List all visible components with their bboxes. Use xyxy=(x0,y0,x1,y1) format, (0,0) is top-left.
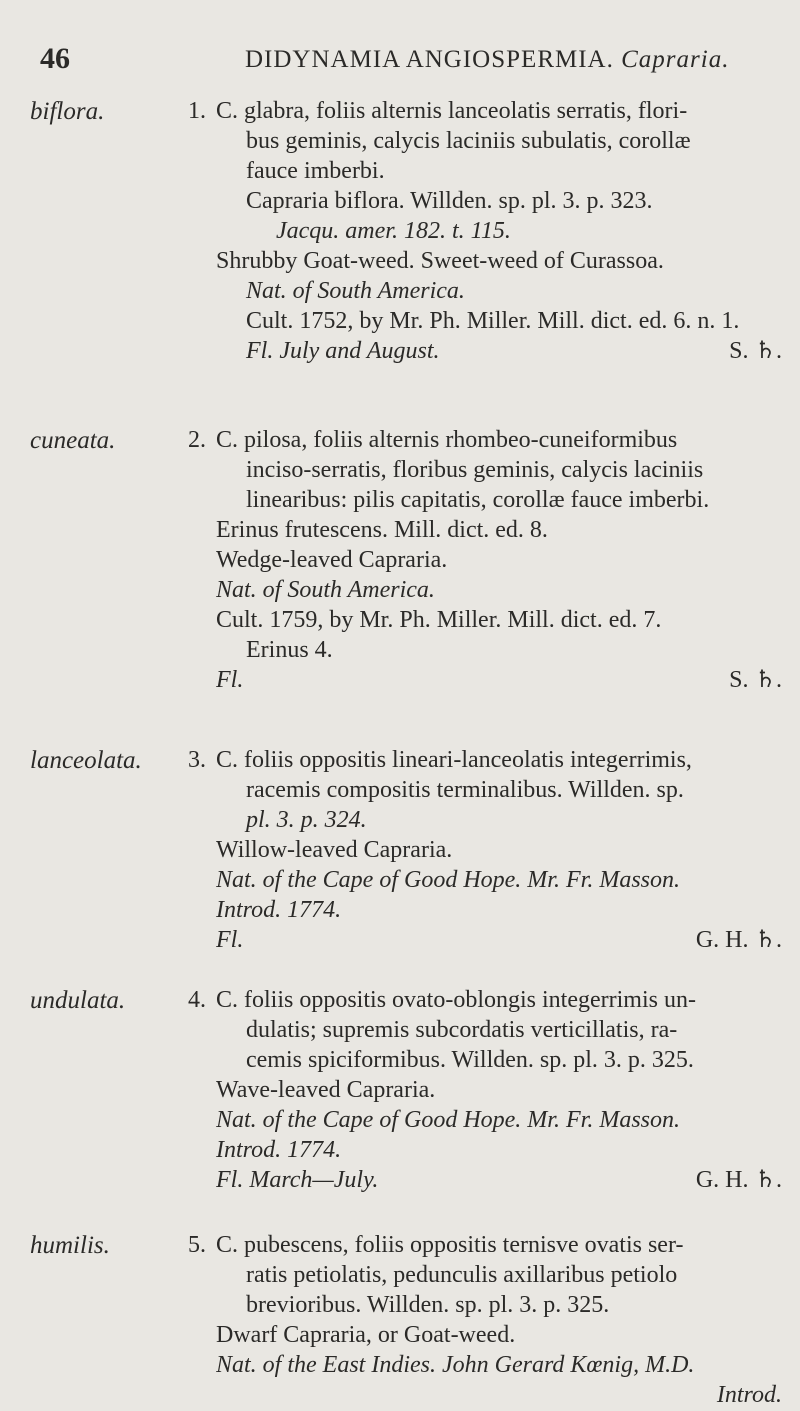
common-name: Wave-leaved Capraria. xyxy=(216,1077,436,1103)
species-epithet: undulata. xyxy=(30,987,126,1014)
entry-number: 3. xyxy=(188,747,206,773)
description-line: racemis compositis terminalibus. Willden. sp. xyxy=(246,777,684,803)
cultivation: Cult. 1759, by Mr. Ph. Miller. Mill. dict. ed. 7. xyxy=(216,607,662,633)
cultivation: Cult. 1752, by Mr. Ph. Miller. Mill. dict. ed. 6. n. 1. xyxy=(246,308,740,334)
page-number: 46 xyxy=(40,42,70,75)
description-line: C. pilosa, foliis alternis rhombeo-cuneiformibus xyxy=(216,427,678,453)
species-epithet: biflora. xyxy=(30,98,105,125)
habit-symbol: S. ♄. xyxy=(729,667,782,693)
introduced: Introd. 1774. xyxy=(216,1137,342,1163)
description-line: cemis spiciformibus. Willden. sp. pl. 3. p. 325. xyxy=(246,1047,694,1073)
description-line: ratis petiolatis, pedunculis axillaribus petiolo xyxy=(246,1262,678,1288)
habit-symbol: G. H. ♄. xyxy=(695,927,782,953)
entry-body xyxy=(188,425,782,695)
synonym-line: Erinus frutescens. Mill. dict. ed. 8. xyxy=(216,517,548,543)
description-line: C. foliis oppositis ovato-oblongis integerrimis un- xyxy=(216,987,696,1013)
cultivation-extra: Erinus 4. xyxy=(246,637,333,663)
description-line: fauce imberbi. xyxy=(246,158,385,184)
species-epithet: lanceolata. xyxy=(30,747,142,774)
flowering-time: Fl. March—July. xyxy=(216,1167,379,1193)
description-line: C. pubescens, foliis oppositis ternisve ovatis ser- xyxy=(216,1232,684,1258)
flowering-row xyxy=(216,336,782,366)
description-line: linearibus: pilis capitatis, corollæ fauce imberbi. xyxy=(246,487,710,513)
introduced: Introd. 1774. xyxy=(216,897,342,923)
description-line: inciso-serratis, floribus geminis, calycis laciniis xyxy=(246,457,704,483)
habit-symbol: S. ♄. xyxy=(729,338,782,364)
flowering-time: Fl. xyxy=(216,667,244,693)
common-name: Dwarf Capraria, or Goat-weed. xyxy=(216,1322,516,1348)
flowering-row xyxy=(216,1165,782,1195)
description-line: C. foliis oppositis lineari-lanceolatis integerrimis, xyxy=(216,747,692,773)
flowering-row xyxy=(216,665,782,695)
description-line: bus geminis, calycis laciniis subulatis, corollæ xyxy=(246,128,691,154)
running-head xyxy=(245,46,729,74)
entry-body xyxy=(188,745,782,955)
running-head-genus: Capraria. xyxy=(621,46,730,73)
common-name: Wedge-leaved Capraria. xyxy=(216,547,448,573)
habit-symbol: G. H. ♄. xyxy=(695,1167,782,1193)
flowering-time: Fl. xyxy=(216,927,244,953)
native-range: Nat. of the Cape of Good Hope. Mr. Fr. Masson. xyxy=(216,867,680,893)
flowering-time: Fl. July and August. xyxy=(246,338,440,364)
description-line: C. glabra, foliis alternis lanceolatis serratis, flori- xyxy=(216,98,688,124)
entry-body xyxy=(188,1230,782,1410)
flowering-row xyxy=(216,925,782,955)
species-epithet: humilis. xyxy=(30,1232,110,1259)
native-range: Nat. of the Cape of Good Hope. Mr. Fr. Masson. xyxy=(216,1107,680,1133)
entry-body xyxy=(188,96,782,366)
species-epithet: cuneata. xyxy=(30,427,116,454)
entry-number: 1. xyxy=(188,98,206,124)
description-line: brevioribus. Willden. sp. pl. 3. p. 325. xyxy=(246,1292,610,1318)
entry-number: 4. xyxy=(188,987,206,1013)
native-range: Nat. of South America. xyxy=(246,278,465,304)
synonym-line: Jacqu. amer. 182. t. 115. xyxy=(276,218,511,244)
synonym-line: Capraria biflora. Willden. sp. pl. 3. p. 323. xyxy=(246,188,653,214)
native-range: Nat. of the East Indies. John Gerard Kœnig, M.D. xyxy=(216,1352,695,1378)
common-name: Willow-leaved Capraria. xyxy=(216,837,453,863)
running-head-class: DIDYNAMIA ANGIOSPERMIA. xyxy=(245,46,614,73)
entry-number: 2. xyxy=(188,427,206,453)
description-line: dulatis; supremis subcordatis verticillatis, ra- xyxy=(246,1017,678,1043)
entry-number: 5. xyxy=(188,1232,206,1258)
page-header xyxy=(30,42,770,82)
entry-body xyxy=(188,985,782,1195)
catchword: Introd. xyxy=(716,1382,782,1408)
common-name: Shrubby Goat-weed. Sweet-weed of Curassoa. xyxy=(216,248,664,274)
native-range: Nat. of South America. xyxy=(216,577,435,603)
description-line: pl. 3. p. 324. xyxy=(246,807,367,833)
